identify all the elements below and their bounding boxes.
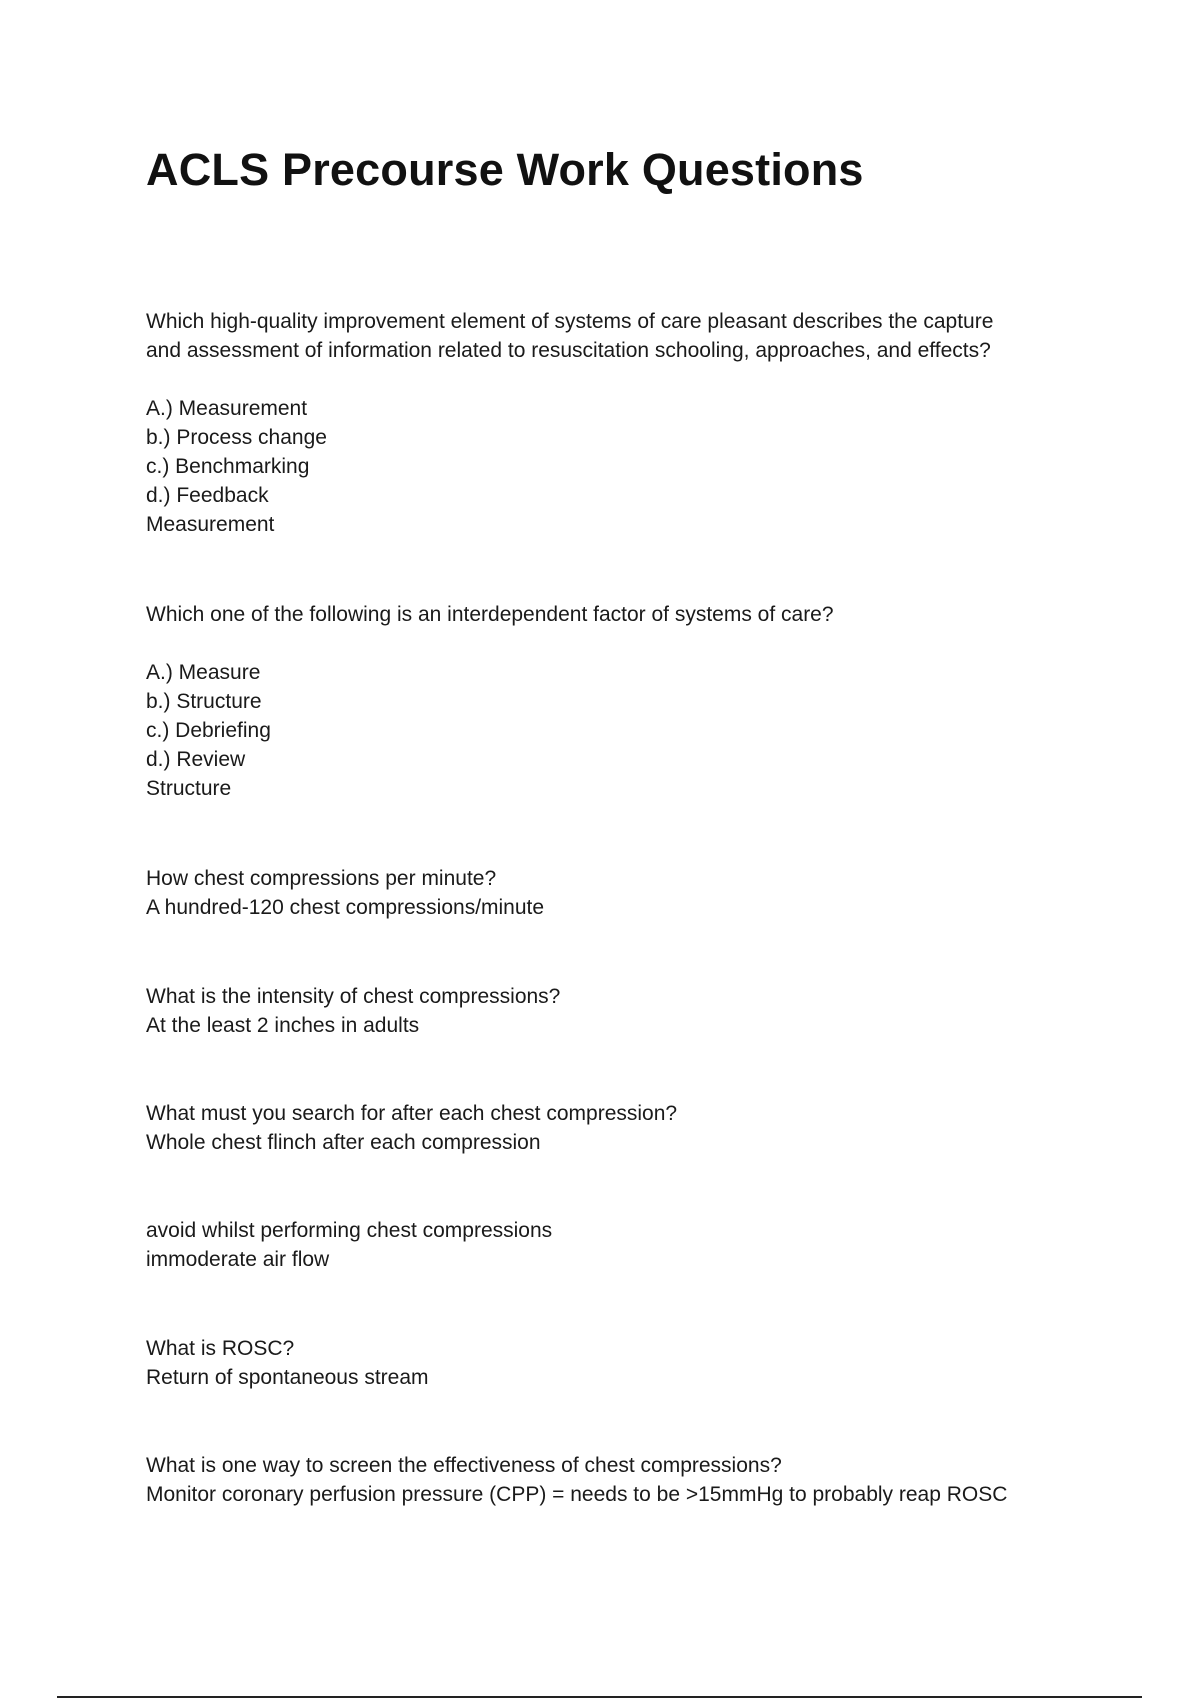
question-text: What must you search for after each chest compression? [146, 1102, 678, 1125]
question-text: How chest compressions per minute? [146, 867, 497, 890]
correct-answer: Measurement [146, 513, 275, 536]
question-block-4 [146, 982, 1086, 1040]
answer-option: A.) Measurement [146, 397, 308, 420]
correct-answer: A hundred-120 chest compressions/minute [146, 896, 545, 919]
correct-answer: Monitor coronary perfusion pressure (CPP) = needs to be >15mmHg to probably reap ROSC [146, 1483, 1008, 1506]
question-block-7 [146, 1334, 1086, 1392]
question-text: avoid whilst performing chest compressions [146, 1219, 553, 1242]
question-block-3 [146, 864, 1086, 922]
question-text: What is ROSC? [146, 1337, 295, 1360]
answer-option: b.) Process change [146, 426, 327, 449]
correct-answer: At the least 2 inches in adults [146, 1014, 420, 1037]
question-text: What is one way to screen the effectiveness of chest compressions? [146, 1454, 782, 1477]
question-block-5 [146, 1099, 1086, 1157]
answer-option: b.) Structure [146, 690, 262, 713]
answer-option: c.) Debriefing [146, 719, 271, 742]
question-block-1 [146, 307, 1086, 539]
correct-answer: immoderate air flow [146, 1248, 330, 1271]
correct-answer: Return of spontaneous stream [146, 1366, 429, 1389]
answer-option: A.) Measure [146, 661, 261, 684]
question-block-6 [146, 1216, 1086, 1274]
correct-answer: Structure [146, 777, 232, 800]
question-text: Which one of the following is an interdependent factor of systems of care? [146, 603, 834, 626]
question-block-8 [146, 1451, 1086, 1509]
answer-option: c.) Benchmarking [146, 455, 310, 478]
footer-divider [57, 1696, 1142, 1698]
question-text: and assessment of information related to resuscitation schooling, approaches, and effects? [146, 339, 991, 362]
correct-answer: Whole chest flinch after each compression [146, 1131, 541, 1154]
question-text: Which high-quality improvement element of systems of care pleasant describes the capture [146, 310, 994, 333]
answer-option: d.) Review [146, 748, 246, 771]
page-title: ACLS Precourse Work Questions [146, 144, 864, 195]
question-text: What is the intensity of chest compressions? [146, 985, 561, 1008]
answer-option: d.) Feedback [146, 484, 269, 507]
question-block-2 [146, 600, 1086, 803]
